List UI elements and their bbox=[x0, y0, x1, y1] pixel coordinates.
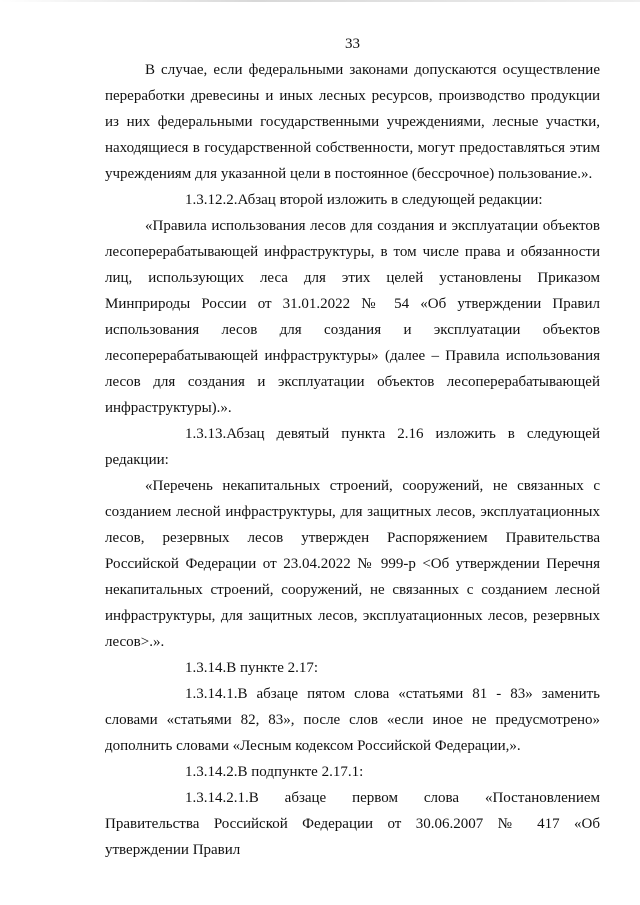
paragraph-text: «Правила использования лесов для создания и эксплуатации объектов лесоперерабатывающей инфраструктуры, в том числе права и обязанности лиц, использующих леса для этих целей установлены Приказом Минприроды России от 31.01.2022 № 54 «Об утверждении Правил использования лесов для создания и эксплуатации объектов лесоперерабатывающей инфраструктуры» (далее – Правила использования лесов для создания и эксплуатации объектов лесоперерабатывающей инфраструктуры).». bbox=[105, 218, 600, 416]
clause-number: 1.3.12.2. bbox=[185, 192, 238, 208]
paragraph-text: Абзац девятый пункта 2.16 изложить в следующей редакции: bbox=[105, 426, 600, 468]
paragraph-text: В случае, если федеральными законами допускаются осуществление переработки древесины и иных лесных ресурсов, производство продукции из них федеральными государственными учреждениями, лесные участки, находящиеся в государственной собственности, могут предоставляться этим учреждениям для указанной цели в постоянное (бессрочное) пользование.». bbox=[105, 62, 600, 182]
paragraph-4 bbox=[105, 421, 600, 473]
document-body bbox=[105, 57, 600, 863]
clause-number: 1.3.14.1. bbox=[185, 686, 238, 702]
paragraph-6 bbox=[105, 655, 600, 681]
paragraph-text: Абзац второй изложить в следующей редакции: bbox=[237, 192, 543, 208]
scan-top-edge bbox=[0, 0, 640, 2]
paragraph-9 bbox=[105, 785, 600, 863]
paragraph-text: В абзаце первом слова «Постановлением Правительства Российской Федерации от 30.06.2007 № 417 «Об утверждении Правил bbox=[105, 790, 600, 858]
paragraph-text: В пункте 2.17: bbox=[226, 660, 319, 676]
clause-number: 1.3.14.2.1. bbox=[185, 790, 249, 806]
paragraph-2 bbox=[105, 187, 600, 213]
page-number: 33 bbox=[345, 36, 360, 52]
clause-number: 1.3.14. bbox=[185, 660, 227, 676]
paragraph-3 bbox=[105, 213, 600, 421]
paragraph-text: «Перечень некапитальных строений, сооружений, не связанных с созданием лесной инфраструктуры, для защитных лесов, эксплуатационных лесов, резервных лесов утвержден Распоряжением Правительства Российской Федерации от 23.04.2022 № 999-р <Об утверждении Перечня некапитальных строений, сооружений, не связанных с созданием лесной инфраструктуры, для защитных лесов, эксплуатационных лесов, резервных лесов>.». bbox=[105, 478, 600, 650]
clause-number: 1.3.13. bbox=[185, 426, 227, 442]
paragraph-text: В подпункте 2.17.1: bbox=[237, 764, 364, 780]
paragraph-1 bbox=[105, 57, 600, 187]
paragraph-8 bbox=[105, 759, 600, 785]
paragraph-text: В абзаце пятом слова «статьями 81 - 83» заменить словами «статьями 82, 83», после слов «если иное не предусмотрено» дополнить словами «Лесным кодексом Российской Федерации,». bbox=[105, 686, 600, 754]
clause-number: 1.3.14.2. bbox=[185, 764, 238, 780]
paragraph-5 bbox=[105, 473, 600, 655]
paragraph-7 bbox=[105, 681, 600, 759]
